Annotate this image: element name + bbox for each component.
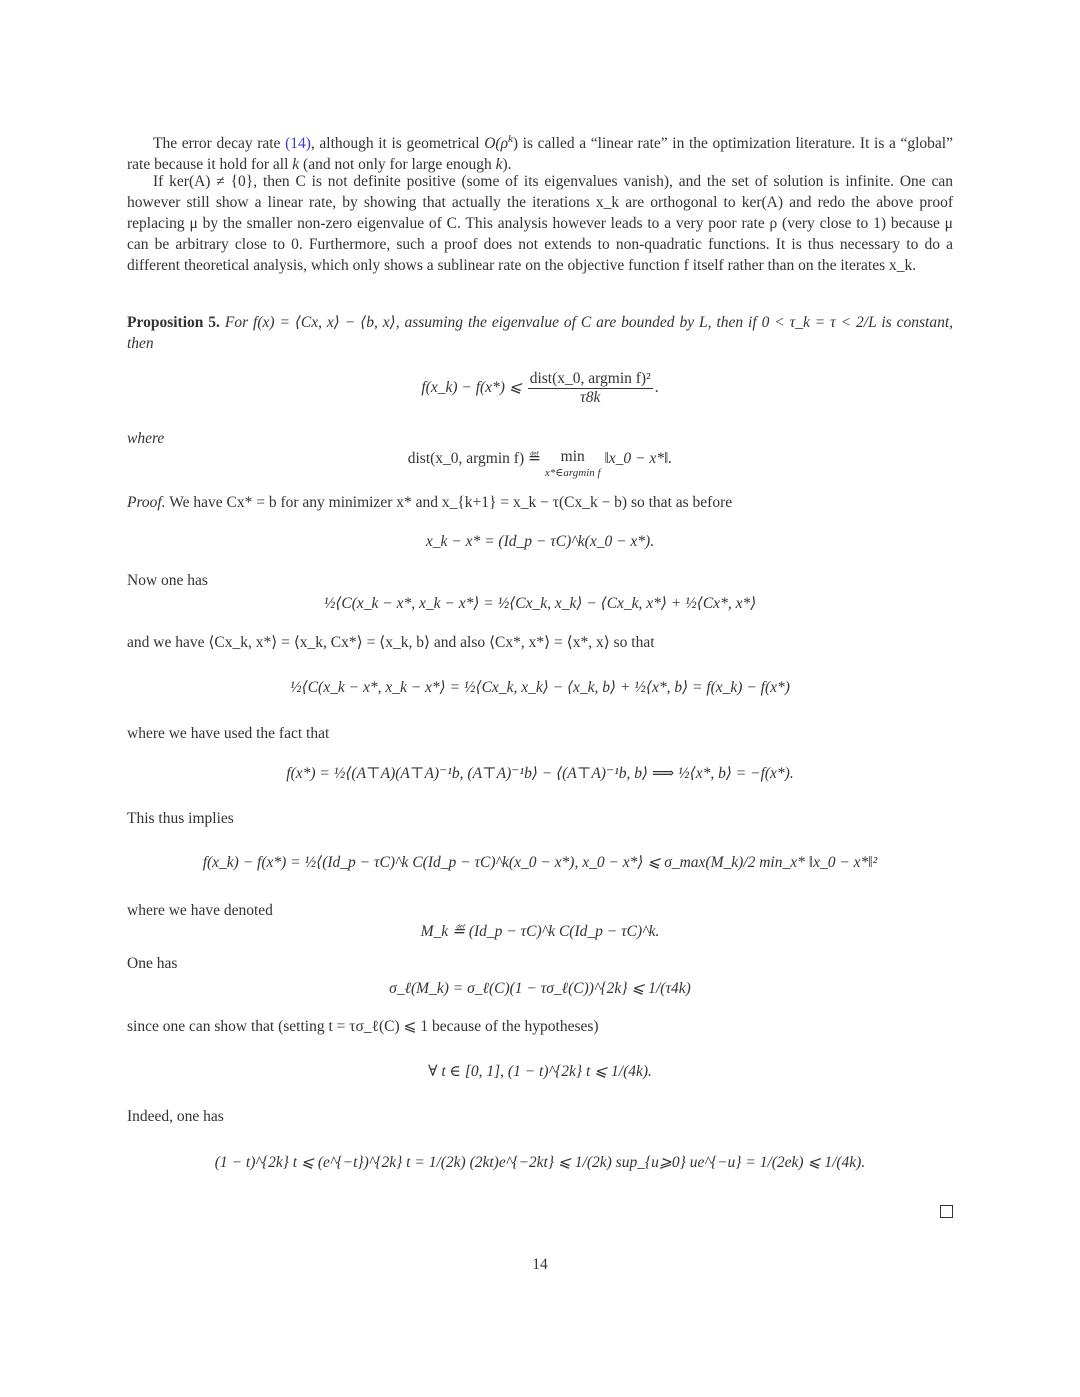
equation-bound: f(x_k) − f(x*) ⩽ $\frac{\text{dist(x\_0, argmin f)²}}{\tau 8k}$ .: [421, 370, 659, 406]
proof-line-8: Indeed, one has: [127, 1108, 224, 1125]
proof-line-1: Proof. We have Cx* = b for any minimizer x* and x_{k+1} = x_k − τ(Cx_k − b) so that as before: [127, 494, 733, 511]
proposition-statement: For f(x) = ⟨Cx, x⟩ − ⟨b, x⟩, assuming the eigenvalue of C are bounded by L, then if 0 < τ_k = τ < 2/L is constant, then: [127, 314, 954, 352]
proposition-5: [127, 312, 953, 354]
equation-final-bound: (1 − t)^{2k} t ⩽ (e^{−t})^{2k} t = 1/(2k) (2kt)e^{−2kt} ⩽ 1/(2k) sup_{u⩾0} ue^{−u} = 1/(2ek) ⩽ 1/(4k).: [214, 1154, 866, 1171]
equation-singular-value: σ_ℓ(M_k) = σ_ℓ(C)(1 − τσ_ℓ(C))^{2k} ⩽ 1/(τ4k): [389, 980, 691, 997]
proposition-label: Proposition 5.: [127, 314, 220, 331]
proof-line-4: This thus implies: [127, 810, 234, 827]
proof-line-5: where we have denoted: [127, 902, 273, 919]
equation-objective-gap: ½⟨C(x_k − x*, x_k − x*⟩ = ½⟨Cx_k, x_k⟩ − ⟨x_k, b⟩ + ½⟨x*, b⟩ = f(x_k) − f(x*): [290, 679, 790, 696]
equation-citation-link[interactable]: (14): [285, 135, 311, 153]
equation-optimal-value: f(x*) = ½⟨(A⊤A)(A⊤A)⁻¹b, (A⊤A)⁻¹b⟩ − ⟨(A⊤A)⁻¹b, b⟩ ⟹ ½⟨x*, b⟩ = −f(x*).: [286, 765, 794, 782]
equation-iterate-error: x_k − x* = (Id_p − τC)^k(x_0 − x*).: [425, 533, 655, 550]
intro-paragraph-1: The error decay rate (14), although it is geometrical $O(\rho^k)$ is called a “linear rate” in the optimization literature. It is a “global” rate because it hold for all k (and not only for large enough k).: [127, 133, 953, 174]
proof-line-6: One has: [127, 955, 178, 972]
proof-line-3: where we have used the fact that: [127, 725, 330, 742]
proof-label: Proof.: [127, 494, 166, 511]
proof-line-2: and we have ⟨Cx_k, x*⟩ = ⟨x_k, Cx*⟩ = ⟨x_k, b⟩ and also ⟨Cx*, x*⟩ = ⟨x*, x⟩ so that: [127, 634, 655, 651]
page-number: 14: [532, 1256, 548, 1273]
proof-line-7: since one can show that (setting t = τσ_ℓ(C) ⩽ 1 because of the hypotheses): [127, 1018, 599, 1035]
proof-now-one-has: Now one has: [127, 572, 208, 589]
equation-gap-bound: f(x_k) − f(x*) = ½⟨(Id_p − τC)^k C(Id_p − τC)^k(x_0 − x*), x_0 − x*⟩ ⩽ σ_max(M_k)/2 min_x* ‖x_0 − x*‖²: [202, 854, 878, 871]
equation-quadratic-expansion: ½⟨C(x_k − x*, x_k − x*⟩ = ½⟨Cx_k, x_k⟩ − ⟨Cx_k, x*⟩ + ½⟨Cx*, x*⟩: [323, 595, 757, 612]
intro-paragraph-2: If ker(A) ≠ {0}, then C is not definite positive (some of its eigenvalues vanish), and the set of solution is infinite. One can however still show a linear rate, by showing that actually the iterations x_k are orthogonal to ker(A) and redo the above proof replacing μ by the smaller non-zero eigenvalue of C. This analysis however leads to a very poor rate ρ (very close to 1) because μ can be arbitrary close to 0. Furthermore, such a proof does not extends to non-quadratic functions. It is thus necessary to do a different theoretical analysis, which only shows a sublinear rate on the objective function f itself rather than on the iterates x_k.: [127, 173, 953, 274]
equation-t-bound: ∀ t ∈ [0, 1], (1 − t)^{2k} t ⩽ 1/(4k).: [428, 1063, 652, 1080]
qed-square-icon: [940, 1205, 953, 1218]
equation-mk-definition: M_k ≝ (Id_p − τC)^k C(Id_p − τC)^k.: [420, 923, 660, 940]
where-label: where: [127, 430, 165, 447]
equation-dist-definition: dist(x_0, argmin f) ≝ min x*∈argmin f ‖x_0 − x*‖.: [407, 448, 673, 479]
